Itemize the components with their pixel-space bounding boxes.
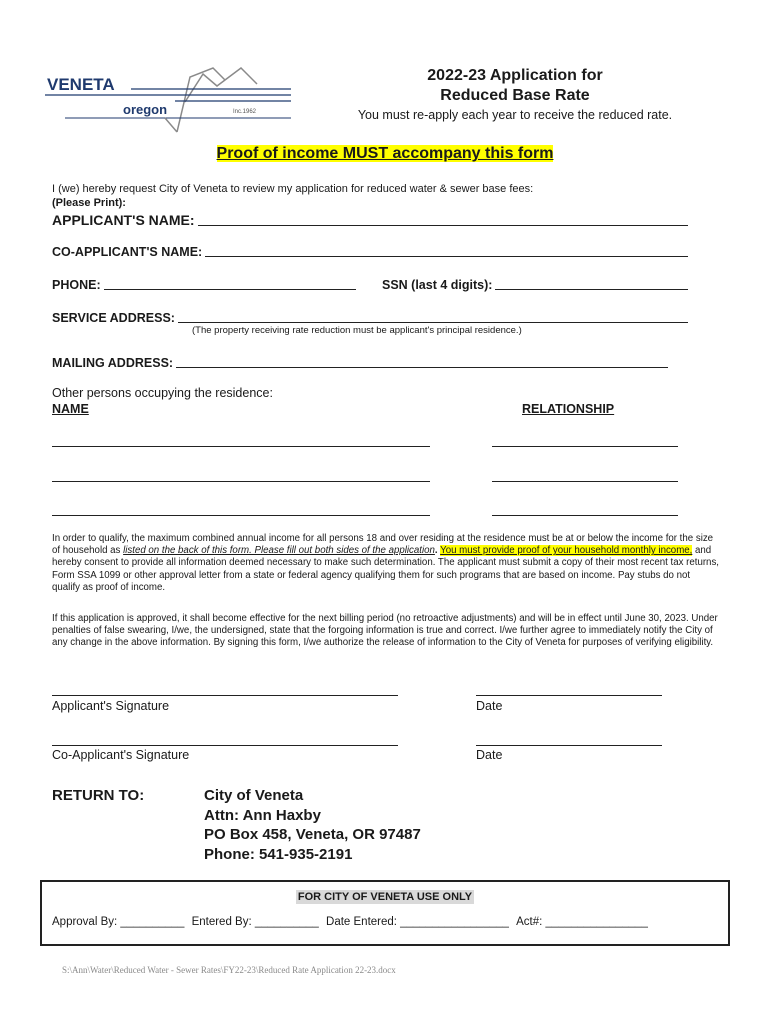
entered-by-field[interactable]: Entered By: __________ bbox=[191, 916, 319, 928]
applicant-name-line[interactable] bbox=[198, 214, 688, 226]
service-address-line[interactable] bbox=[178, 311, 688, 323]
return-address-line-2: Attn: Ann Haxby bbox=[204, 806, 321, 824]
logo-inc: Inc.1962 bbox=[233, 109, 257, 115]
approval-paragraph: If this application is approved, it shall become effective for the next billing period (no retroactive adjustments) and will be in effect until June 30, 2023. Under penalties of false swearing, I/we, the undersigned, state that the forgoing information is true and correct. I/we further agree to immediately notify the City of any change in the above information. By signing this form, I/we authorize the release of information to the City of Veneta for purposes of verifying eligibility. bbox=[52, 613, 718, 649]
return-address-line-4: Phone: 541-935-2191 bbox=[204, 845, 353, 863]
co-applicant-name-label: CO-APPLICANT'S NAME: bbox=[52, 245, 203, 259]
qualify-period: . bbox=[434, 545, 438, 557]
occupant-name-line[interactable] bbox=[52, 515, 430, 516]
occupant-relationship-line[interactable] bbox=[492, 515, 678, 516]
intro bbox=[52, 182, 533, 210]
service-address-label: SERVICE ADDRESS: bbox=[52, 311, 175, 325]
veneta-logo bbox=[45, 62, 295, 136]
intro-line-1: I (we) hereby request City of Veneta to review my application for reduced water & sewer base fees: bbox=[52, 183, 534, 195]
applicant-name-label: APPLICANT'S NAME: bbox=[52, 212, 195, 228]
approval-by-field[interactable]: Approval By: __________ bbox=[52, 916, 185, 928]
relationship-column-header: RELATIONSHIP bbox=[522, 402, 615, 416]
income-proof-highlight: You must provide proof of your household monthly income, bbox=[440, 545, 693, 557]
account-number-field[interactable]: Act#: ________________ bbox=[516, 916, 648, 928]
phone-label: PHONE: bbox=[52, 278, 101, 292]
qualify-italic-text: listed on the back of this form. Please fill out both sides of the application bbox=[123, 545, 435, 557]
office-use-row bbox=[52, 916, 648, 928]
co-applicant-signature-label: Co-Applicant's Signature bbox=[52, 748, 190, 762]
applicant-signature-line[interactable] bbox=[52, 695, 398, 696]
applicant-signature-label: Applicant's Signature bbox=[52, 699, 170, 713]
name-column-header: NAME bbox=[52, 402, 89, 416]
title-line-1: 2022-23 Application for bbox=[427, 67, 603, 84]
return-address bbox=[204, 786, 421, 864]
applicant-name-field[interactable] bbox=[52, 212, 688, 228]
occupants-label: Other persons occupying the residence: bbox=[52, 386, 273, 400]
page-title bbox=[330, 66, 700, 106]
occupant-relationship-line[interactable] bbox=[492, 446, 678, 447]
return-address-line-1: City of Veneta bbox=[204, 787, 304, 804]
mailing-address-line[interactable] bbox=[176, 356, 668, 368]
proof-notice-text: Proof of income MUST accompany this form bbox=[216, 145, 554, 162]
occupant-relationship-line[interactable] bbox=[492, 481, 678, 482]
proof-notice bbox=[0, 145, 770, 163]
title-line-2: Reduced Base Rate bbox=[440, 87, 590, 104]
qualification-paragraph bbox=[52, 533, 720, 594]
occupant-name-line[interactable] bbox=[52, 481, 430, 482]
occupant-name-line[interactable] bbox=[52, 446, 430, 447]
logo-state: oregon bbox=[123, 102, 168, 117]
return-address-line-3: PO Box 458, Veneta, OR 97487 bbox=[204, 826, 421, 843]
qualify-text-1: In order to qualify, the maximum combined annual income for all persons 18 and over residing at the residence must be at or below the income for the size of household as bbox=[52, 533, 714, 557]
intro-line-2: (Please Print): bbox=[52, 197, 126, 209]
logo-name: VENETA bbox=[47, 75, 115, 94]
applicant-date-line[interactable] bbox=[476, 695, 662, 696]
office-use-box bbox=[40, 880, 730, 946]
co-applicant-signature-line[interactable] bbox=[52, 745, 398, 746]
ssn-line[interactable] bbox=[495, 278, 688, 290]
co-applicant-date-label: Date bbox=[476, 748, 503, 762]
phone-line[interactable] bbox=[104, 278, 356, 290]
return-to-label: RETURN TO: bbox=[52, 787, 145, 804]
co-applicant-date-line[interactable] bbox=[476, 745, 662, 746]
office-use-heading-text: FOR CITY OF VENETA USE ONLY bbox=[297, 891, 473, 903]
office-use-heading bbox=[42, 887, 728, 905]
qualify-text-2: and hereby consent to provide all information deemed necessary to make such determination. The applicant must submit a copy of their most recent tax returns, Form SSA 1099 or other approval letter from a state or federal agency qualifying them for such programs that are based on income. Pay stubs do not qualify as proof of income. bbox=[52, 545, 719, 593]
mailing-address-label: MAILING ADDRESS: bbox=[52, 356, 174, 370]
phone-field[interactable] bbox=[52, 278, 356, 292]
applicant-date-label: Date bbox=[476, 699, 503, 713]
service-address-field[interactable] bbox=[52, 311, 688, 325]
mailing-address-field[interactable] bbox=[52, 356, 668, 370]
file-path-footer: S:\Ann\Water\Reduced Water - Sewer Rates\FY22-23\Reduced Rate Application 22-23.docx bbox=[62, 965, 396, 975]
ssn-label: SSN (last 4 digits): bbox=[382, 278, 493, 292]
co-applicant-name-field[interactable] bbox=[52, 245, 688, 259]
ssn-field[interactable] bbox=[382, 278, 688, 292]
service-address-note: (The property receiving rate reduction must be applicant's principal residence.) bbox=[192, 325, 522, 336]
co-applicant-name-line[interactable] bbox=[205, 245, 688, 257]
date-entered-field[interactable]: Date Entered: _________________ bbox=[326, 916, 509, 928]
subtitle: You must re-apply each year to receive the reduced rate. bbox=[357, 108, 673, 122]
